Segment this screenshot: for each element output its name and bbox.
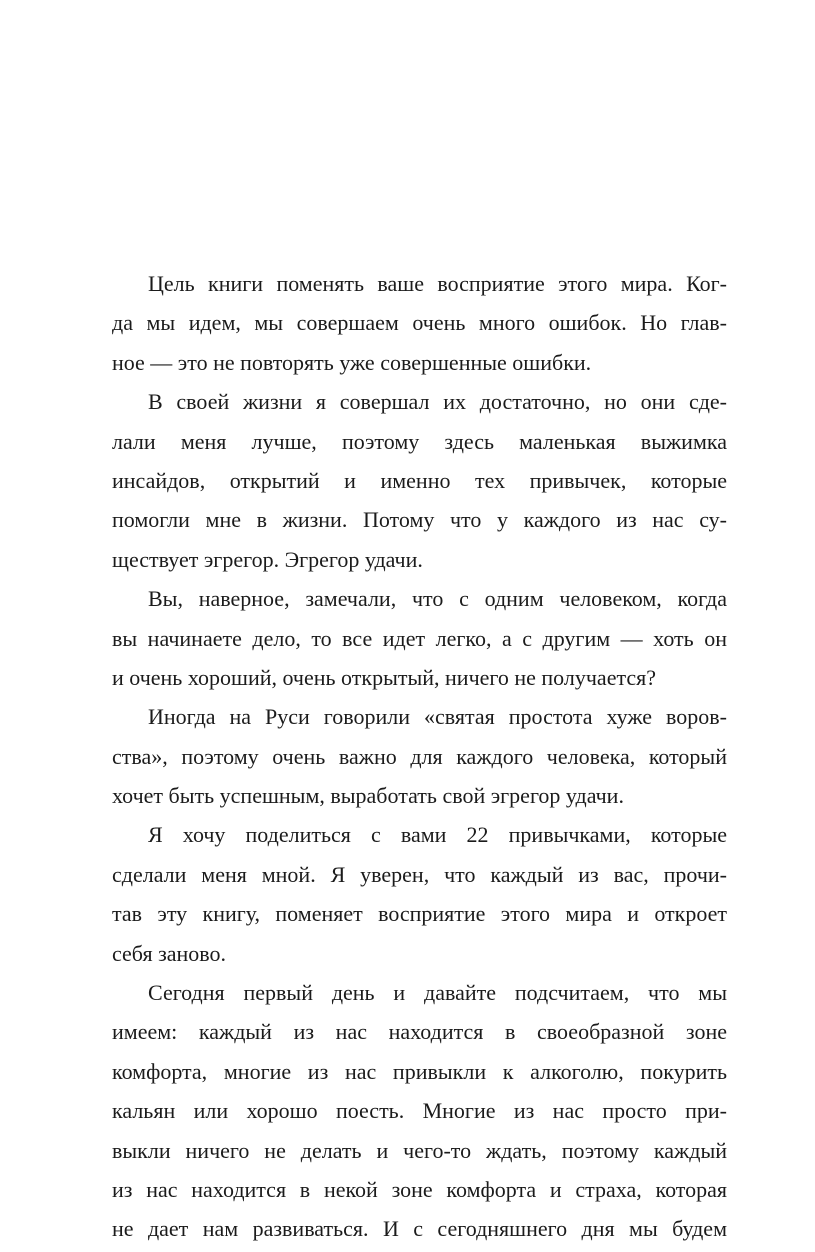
text-line: сделали меня мной. Я уверен, что каждый из вас, прочи- xyxy=(112,861,727,887)
paragraph-4 xyxy=(112,697,727,815)
text-line: кальян или хорошо поесть. Многие из нас просто при- xyxy=(112,1098,727,1124)
text-line: выкли ничего не делать и чего-то ждать, поэтому каждый xyxy=(112,1137,727,1163)
paragraph-1 xyxy=(112,264,727,382)
body-text xyxy=(112,264,727,1249)
paragraph-3 xyxy=(112,579,727,697)
text-line: вы начинаете дело, то все идет легко, а с другим — хоть он xyxy=(112,625,727,651)
paragraph-5 xyxy=(112,815,727,973)
text-line: инсайдов, открытий и именно тех привычек, которые xyxy=(112,467,727,493)
text-line: Я хочу поделиться с вами 22 привычками, которые xyxy=(148,822,727,848)
text-line: комфорта, многие из нас привыкли к алкоголю, покурить xyxy=(112,1058,727,1084)
text-line: ства», поэтому очень важно для каждого человека, который xyxy=(112,743,727,769)
text-line: ное — это не повторять уже совершенные ошибки. xyxy=(112,349,592,375)
text-line: из нас находится в некой зоне комфорта и страха, которая xyxy=(112,1176,727,1202)
text-line: Цель книги поменять ваше восприятие этого мира. Ког- xyxy=(148,271,727,296)
text-line: не дает нам развиваться. И с сегодняшнего дня мы будем xyxy=(112,1216,727,1242)
text-line: себя заново. xyxy=(112,940,227,966)
text-line: Вы, наверное, замечали, что с одним человеком, когда xyxy=(148,586,727,612)
text-line: лали меня лучше, поэтому здесь маленькая выжимка xyxy=(112,428,727,454)
text-line: помогли мне в жизни. Потому что у каждого из нас су- xyxy=(112,507,727,533)
paragraph-6 xyxy=(112,973,727,1249)
text-line: имеем: каждый из нас находится в своеобразной зоне xyxy=(112,1019,727,1045)
text-line: хочет быть успешным, выработать свой эгрегор удачи. xyxy=(112,783,624,809)
paragraph-2 xyxy=(112,382,727,579)
text-line: Сегодня первый день и давайте подсчитаем, что мы xyxy=(148,980,727,1006)
text-line: ществует эгрегор. Эгрегор удачи. xyxy=(112,546,423,572)
text-line: В своей жизни я совершал их достаточно, но они сде- xyxy=(148,389,727,415)
text-line: да мы идем, мы совершаем очень много ошибок. Но глав- xyxy=(112,310,727,336)
text-line: тав эту книгу, поменяет восприятие этого мира и откроет xyxy=(112,901,727,927)
text-line: и очень хороший, очень открытый, ничего не получается? xyxy=(112,664,656,690)
text-line: Иногда на Руси говорили «святая простота хуже воров- xyxy=(148,704,727,730)
